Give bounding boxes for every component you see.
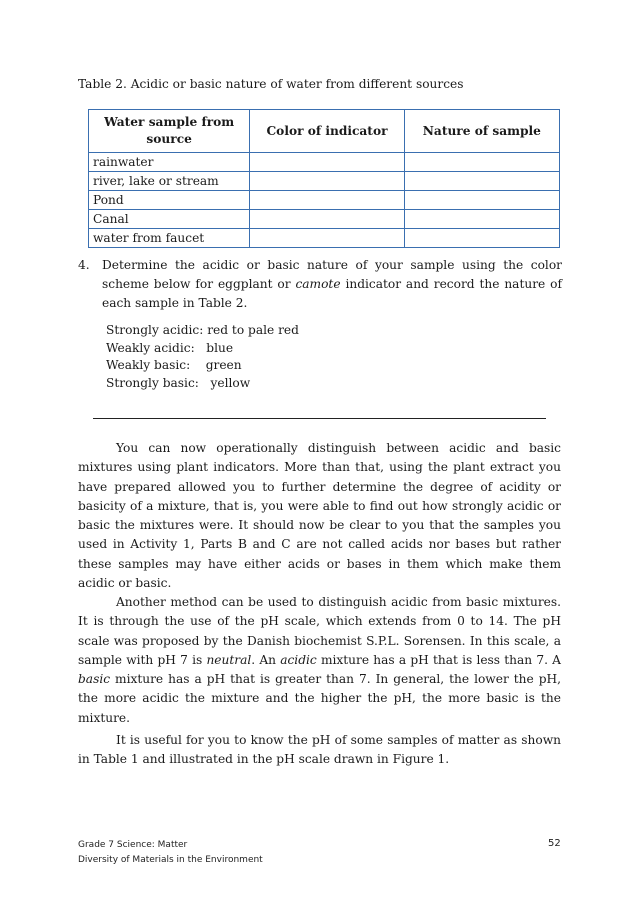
table-row bbox=[89, 210, 560, 229]
cell-color bbox=[250, 153, 404, 172]
p2-acidic: acidic bbox=[280, 652, 317, 667]
scheme-strongly-basic: Strongly basic: yellow bbox=[106, 375, 251, 390]
scheme-weakly-acidic: Weakly acidic: blue bbox=[106, 340, 234, 355]
cell-nature bbox=[404, 229, 559, 248]
cell-color bbox=[250, 172, 404, 191]
scheme-strongly-acidic: Strongly acidic: red to pale red bbox=[106, 323, 299, 337]
footer-course: Grade 7 Science: Matter bbox=[78, 840, 188, 850]
step-number: 4. bbox=[78, 258, 90, 272]
header-color-of-indicator: Color of indicator bbox=[250, 110, 404, 153]
cell-nature bbox=[404, 172, 559, 191]
page-footer bbox=[78, 838, 263, 868]
cell-sample: river, lake or stream bbox=[89, 172, 250, 191]
cell-sample: rainwater bbox=[89, 153, 250, 172]
cell-color bbox=[250, 191, 404, 210]
step-text-part2: indicator and record the nature of each sample in Table 2. bbox=[102, 277, 562, 310]
step-text bbox=[102, 256, 562, 313]
cell-sample: Canal bbox=[89, 210, 250, 229]
table-row bbox=[89, 153, 560, 172]
footer-module: Diversity of Materials in the Environment bbox=[78, 855, 263, 865]
table-caption: Table 2. Acidic or basic nature of water from different sources bbox=[78, 77, 464, 91]
cell-sample: Pond bbox=[89, 191, 250, 210]
p2-text-d: mixture has a pH that is greater than 7. In general, the lower the pH, the more acidic the mixture and the higher the pH, the more basic is the mixture. bbox=[78, 672, 561, 725]
step-text-italic: camote bbox=[295, 277, 341, 291]
water-sample-table bbox=[88, 109, 560, 248]
p2-basic: basic bbox=[78, 672, 111, 687]
table-row bbox=[89, 191, 560, 210]
color-scheme-list bbox=[106, 322, 299, 392]
procedure-step-4 bbox=[78, 256, 562, 313]
cell-color bbox=[250, 210, 404, 229]
cell-color bbox=[250, 229, 404, 248]
cell-sample: water from faucet bbox=[89, 229, 250, 248]
cell-nature bbox=[404, 153, 559, 172]
page-number: 52 bbox=[548, 838, 561, 849]
cell-nature bbox=[404, 191, 559, 210]
cell-nature bbox=[404, 210, 559, 229]
p2-text-c: mixture has a pH that is less than 7. A bbox=[316, 652, 561, 667]
p2-text-a: Another method can be used to distinguish acidic from basic mixtures. It is through the use of the pH scale, which extends from 0 to 14. The pH scale was proposed by the Danish biochemist S.P.L. Sorensen. In this scale, a sample with pH 7 is bbox=[78, 595, 561, 667]
table-header-row bbox=[89, 110, 560, 153]
paragraph-ph-examples: It is useful for you to know the pH of some samples of matter as shown in Table 1 and illustrated in the pH scale drawn in Figure 1. bbox=[78, 733, 561, 767]
step-text-part1: Determine the acidic or basic nature of your sample using the color scheme below for eggplant or bbox=[102, 258, 562, 291]
paragraph-plant-indicators: You can now operationally distinguish between acidic and basic mixtures using plant indicators. More than that, using the plant extract you have prepared allowed you to further determine the degree of acidity or basicity of a mixture, that is, you were able to find out how strongly acidic or basic the mixtures were. It should now be clear to you that the samples you used in Activity 1, Parts B and C are not called acids nor bases but rather these samples may have either acids or bases in them which make them acidic or basic. bbox=[78, 441, 561, 591]
table-row bbox=[89, 229, 560, 248]
p2-text-b: . An bbox=[251, 652, 281, 667]
p2-neutral: neutral bbox=[206, 652, 252, 667]
scheme-weakly-basic: Weakly basic: green bbox=[106, 358, 242, 372]
section-divider bbox=[93, 418, 546, 419]
header-water-sample: Water sample from source bbox=[89, 110, 250, 153]
table-row bbox=[89, 172, 560, 191]
header-nature-of-sample: Nature of sample bbox=[404, 110, 559, 153]
paragraph-ph-scale bbox=[78, 593, 561, 728]
